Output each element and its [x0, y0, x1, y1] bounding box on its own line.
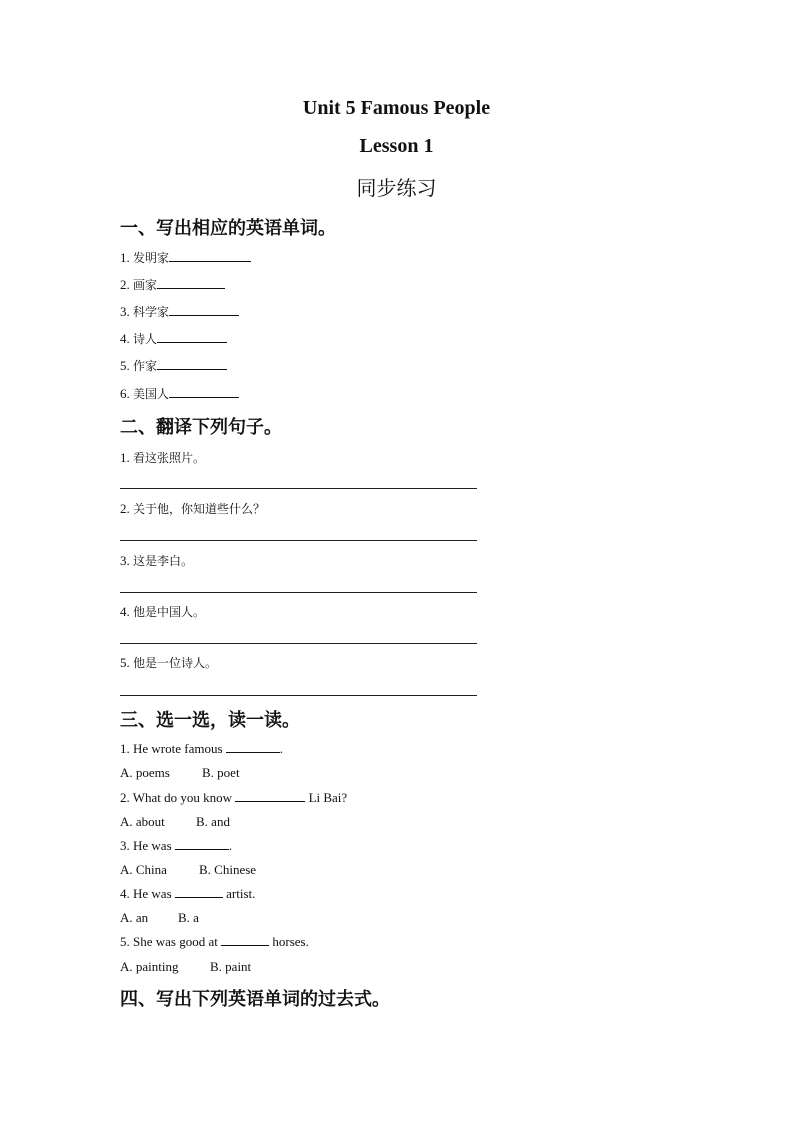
item-text: 作家 — [133, 359, 158, 373]
section3-heading: 三、选一选，读一读。 — [120, 710, 300, 731]
options — [120, 765, 240, 781]
item-number: 3. — [120, 553, 130, 568]
answer-blank[interactable] — [169, 304, 239, 316]
item-text: 发明家 — [133, 251, 170, 265]
options — [120, 910, 199, 926]
answer-blank[interactable] — [226, 741, 280, 753]
option-b[interactable]: B. and — [196, 814, 230, 829]
section1-heading: 一、写出相应的英语单词。 — [120, 218, 336, 239]
answer-line[interactable] — [120, 643, 477, 644]
translate-item — [120, 449, 205, 466]
option-a[interactable]: A. an — [120, 910, 149, 925]
translate-item — [120, 603, 205, 620]
vocab-item — [120, 249, 251, 266]
section4-heading: 四、写出下列英语单词的过去式。 — [120, 989, 390, 1010]
item-number: 5. — [120, 655, 130, 670]
item-text: 他是一位诗人。 — [133, 656, 218, 670]
answer-line[interactable] — [120, 695, 477, 696]
vocab-item — [120, 330, 227, 347]
translate-item — [120, 552, 193, 569]
vocab-item — [120, 276, 225, 293]
question-text-end: artist. — [222, 886, 256, 901]
question-text-end: Li Bai? — [305, 790, 348, 805]
item-number: 4. — [120, 604, 130, 619]
question — [120, 886, 255, 902]
item-number: 1. — [120, 450, 130, 465]
vocab-item — [120, 385, 239, 402]
item-number: 1. — [120, 250, 130, 265]
answer-blank[interactable] — [221, 934, 269, 946]
question — [120, 741, 283, 757]
question — [120, 838, 232, 854]
page-title: Unit 5 Famous People — [302, 97, 491, 119]
item-number: 2. — [120, 277, 130, 292]
item-text: 看这张照片。 — [133, 451, 206, 465]
item-text: 科学家 — [133, 305, 170, 319]
item-text: 美国人 — [133, 387, 170, 401]
option-a[interactable]: A. painting — [120, 959, 179, 974]
question-text-end: . — [228, 838, 233, 853]
options — [120, 959, 251, 975]
item-number: 3. — [120, 304, 130, 319]
question-text: 3. He was — [120, 838, 175, 853]
answer-blank[interactable] — [169, 250, 251, 262]
option-b[interactable]: B. Chinese — [199, 862, 257, 877]
section2-heading: 二、翻译下列句子。 — [120, 417, 282, 438]
answer-blank[interactable] — [175, 886, 223, 898]
option-a[interactable]: A. poems — [120, 765, 170, 780]
item-number: 4. — [120, 331, 130, 346]
question-text: 2. What do you know — [120, 790, 236, 805]
option-b[interactable]: B. a — [178, 910, 199, 925]
answer-blank[interactable] — [157, 277, 225, 289]
option-b[interactable]: B. paint — [210, 959, 252, 974]
lesson-title: Lesson 1 — [359, 135, 434, 157]
answer-blank[interactable] — [157, 331, 227, 343]
item-text: 他是中国人。 — [133, 605, 206, 619]
option-a[interactable]: A. about — [120, 814, 165, 829]
vocab-item — [120, 357, 227, 374]
answer-blank[interactable] — [169, 386, 239, 398]
question-text: 4. He was — [120, 886, 175, 901]
item-text: 诗人 — [133, 332, 158, 346]
answer-blank[interactable] — [175, 838, 229, 850]
option-a[interactable]: A. China — [120, 862, 167, 877]
answer-blank[interactable] — [157, 358, 227, 370]
translate-item — [120, 500, 265, 517]
question-text-end: horses. — [269, 934, 309, 949]
question-text: 1. He wrote famous — [120, 741, 226, 756]
item-text: 关于他，你知道些什么？ — [133, 502, 266, 516]
translate-item — [120, 654, 217, 671]
vocab-item — [120, 303, 239, 320]
subtitle: 同步练习 — [356, 176, 437, 200]
question — [120, 934, 309, 950]
question — [120, 790, 347, 806]
options — [120, 814, 230, 830]
item-number: 5. — [120, 358, 130, 373]
answer-line[interactable] — [120, 540, 477, 541]
item-text: 画家 — [133, 278, 158, 292]
answer-line[interactable] — [120, 592, 477, 593]
options — [120, 862, 256, 878]
item-number: 6. — [120, 386, 130, 401]
item-number: 2. — [120, 501, 130, 516]
answer-blank[interactable] — [235, 790, 305, 802]
answer-line[interactable] — [120, 488, 477, 489]
question-text-end: . — [279, 741, 284, 756]
option-b[interactable]: B. poet — [202, 765, 240, 780]
item-text: 这是李白。 — [133, 554, 194, 568]
question-text: 5. She was good at — [120, 934, 222, 949]
